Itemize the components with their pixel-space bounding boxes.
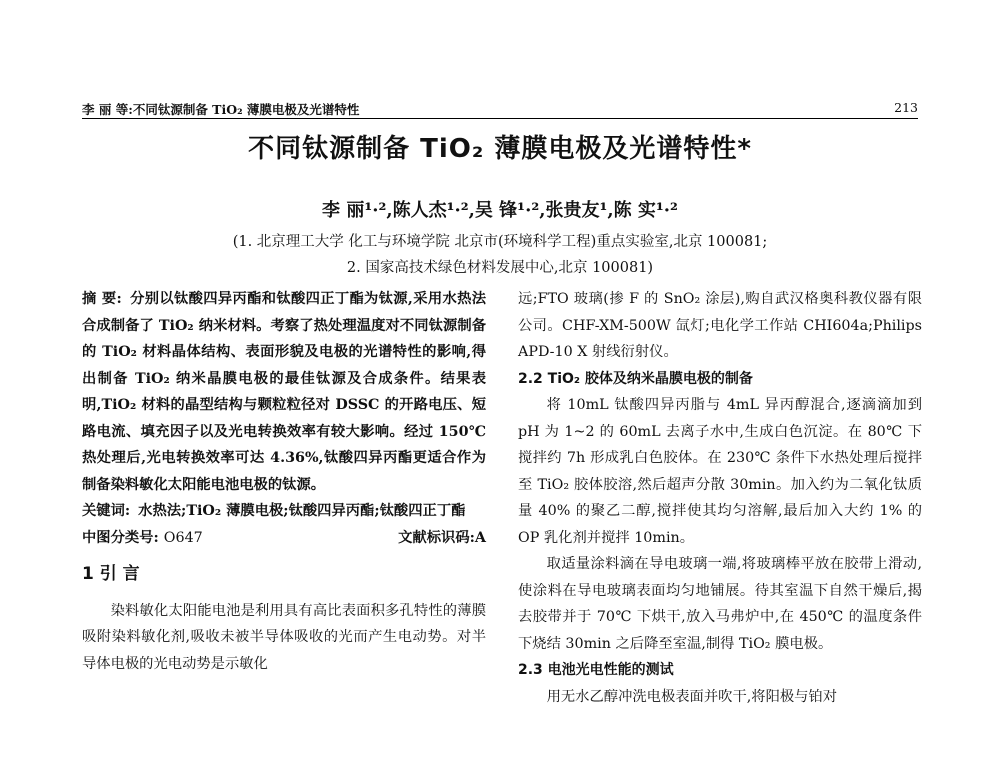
paper-title: 不同钛源制备 TiO₂ 薄膜电极及光谱特性*	[248, 134, 752, 164]
clc-number	[82, 525, 203, 552]
running-header-title: 李 丽 等:不同钛源制备 TiO₂ 薄膜电极及光谱特性	[82, 102, 360, 117]
section-1-heading: 1 引 言	[82, 564, 140, 584]
abstract-text: 分别以钛酸四异丙酯和钛酸四正丁酯为钛源,采用水热法合成制备了 TiO₂ 纳米材料。考察了热处理温度对不同钛源制备的 TiO₂ 材料晶体结构、表面形貌及电极的光谱特性的影响,得出制备 TiO₂ 纳米晶膜电极的最佳钛源及合成条件。结果表明,TiO₂ 材料的晶型结构与颗粒粒径对 DSSC 的开路电压、短路电流、填充因子以及光电转换效率有较大影响。经过 150℃ 热处理后,光电转换效率可达 4.36%,钛酸四异丙酯更适合作为制备染料敏化太阳能电池电极的钛源。	[82, 291, 486, 493]
keywords-label: 关键词:	[82, 503, 131, 519]
doc-code	[398, 525, 486, 552]
clc-label: 中图分类号:	[82, 529, 159, 546]
section-2-2-heading: 2.2 TiO₂ 胶体及纳米晶膜电极的制备	[518, 370, 753, 387]
section-2-3-heading: 2.3 电池光电性能的测试	[518, 662, 674, 678]
testing-paragraph: 用无水乙醇冲洗电极表面并吹干,将阳极与铂对	[546, 688, 838, 705]
left-column	[82, 286, 486, 677]
abstract	[82, 286, 486, 498]
author-list: 李 丽¹·²,陈人杰¹·²,吴 锋¹·²,张贵友¹,陈 实¹·²	[322, 200, 678, 221]
affiliation-1: (1. 北京理工大学 化工与环境学院 北京市(环境科学工程)重点实验室,北京 100081;	[232, 234, 768, 250]
section-1-text: 染料敏化太阳能电池是利用具有高比表面积多孔特性的薄膜吸附染料敏化剂,吸收未被半导体吸收的光而产生电动势。对半导体电极的光电动势是示敏化	[82, 602, 486, 672]
doc-value: A	[474, 529, 486, 546]
materials-paragraph: 远;FTO 玻璃(掺 F 的 SnO₂ 涂层),购自武汉格奥科教仪器有限公司。CHF-XM-500W 氙灯;电化学工作站 CHI604a;Philips APD-10 X 射线衍射仪。	[518, 291, 922, 360]
running-header	[82, 100, 918, 119]
electrode-prep-paragraph: 取适量涂料滴在导电玻璃一端,将玻璃棒平放在胶带上滑动,使涂料在导电玻璃表面均匀地铺展。待其室温下自然干燥后,揭去胶带并于 70℃ 下烘干,放入马弗炉中,在 450℃ 的温度条件下烧结 30min 之后降至室温,制得 TiO₂ 膜电极。	[518, 556, 922, 652]
colloid-prep-paragraph: 将 10mL 钛酸四异丙脂与 4mL 异丙醇混合,逐滴滴加到 pH 为 1~2 的 60mL 去离子水中,生成白色沉淀。在 80℃ 下搅拌约 7h 形成乳白色胶体。在 230℃ 条件下水热处理后搅拌至 TiO₂ 胶体胶溶,然后超声分散 30min。加入约为二氧化钛质量 40% 的聚乙二醇,搅拌使其均匀溶解,最后加入大约 1% 的 OP 乳化剂并搅拌 10min。	[518, 397, 922, 546]
abstract-label: 摘 要:	[82, 291, 122, 307]
right-column	[518, 286, 922, 710]
clc-value: O647	[163, 529, 203, 546]
doc-label: 文献标识码:	[398, 529, 475, 546]
affiliation-2: 2. 国家高技术绿色材料发展中心,北京 100081)	[346, 260, 654, 276]
keywords-text: 水热法;TiO₂ 薄膜电极;钛酸四异丙酯;钛酸四正丁酯	[138, 503, 466, 519]
keywords	[82, 498, 486, 525]
classification-row	[82, 525, 486, 552]
page-number: 213	[894, 100, 918, 115]
